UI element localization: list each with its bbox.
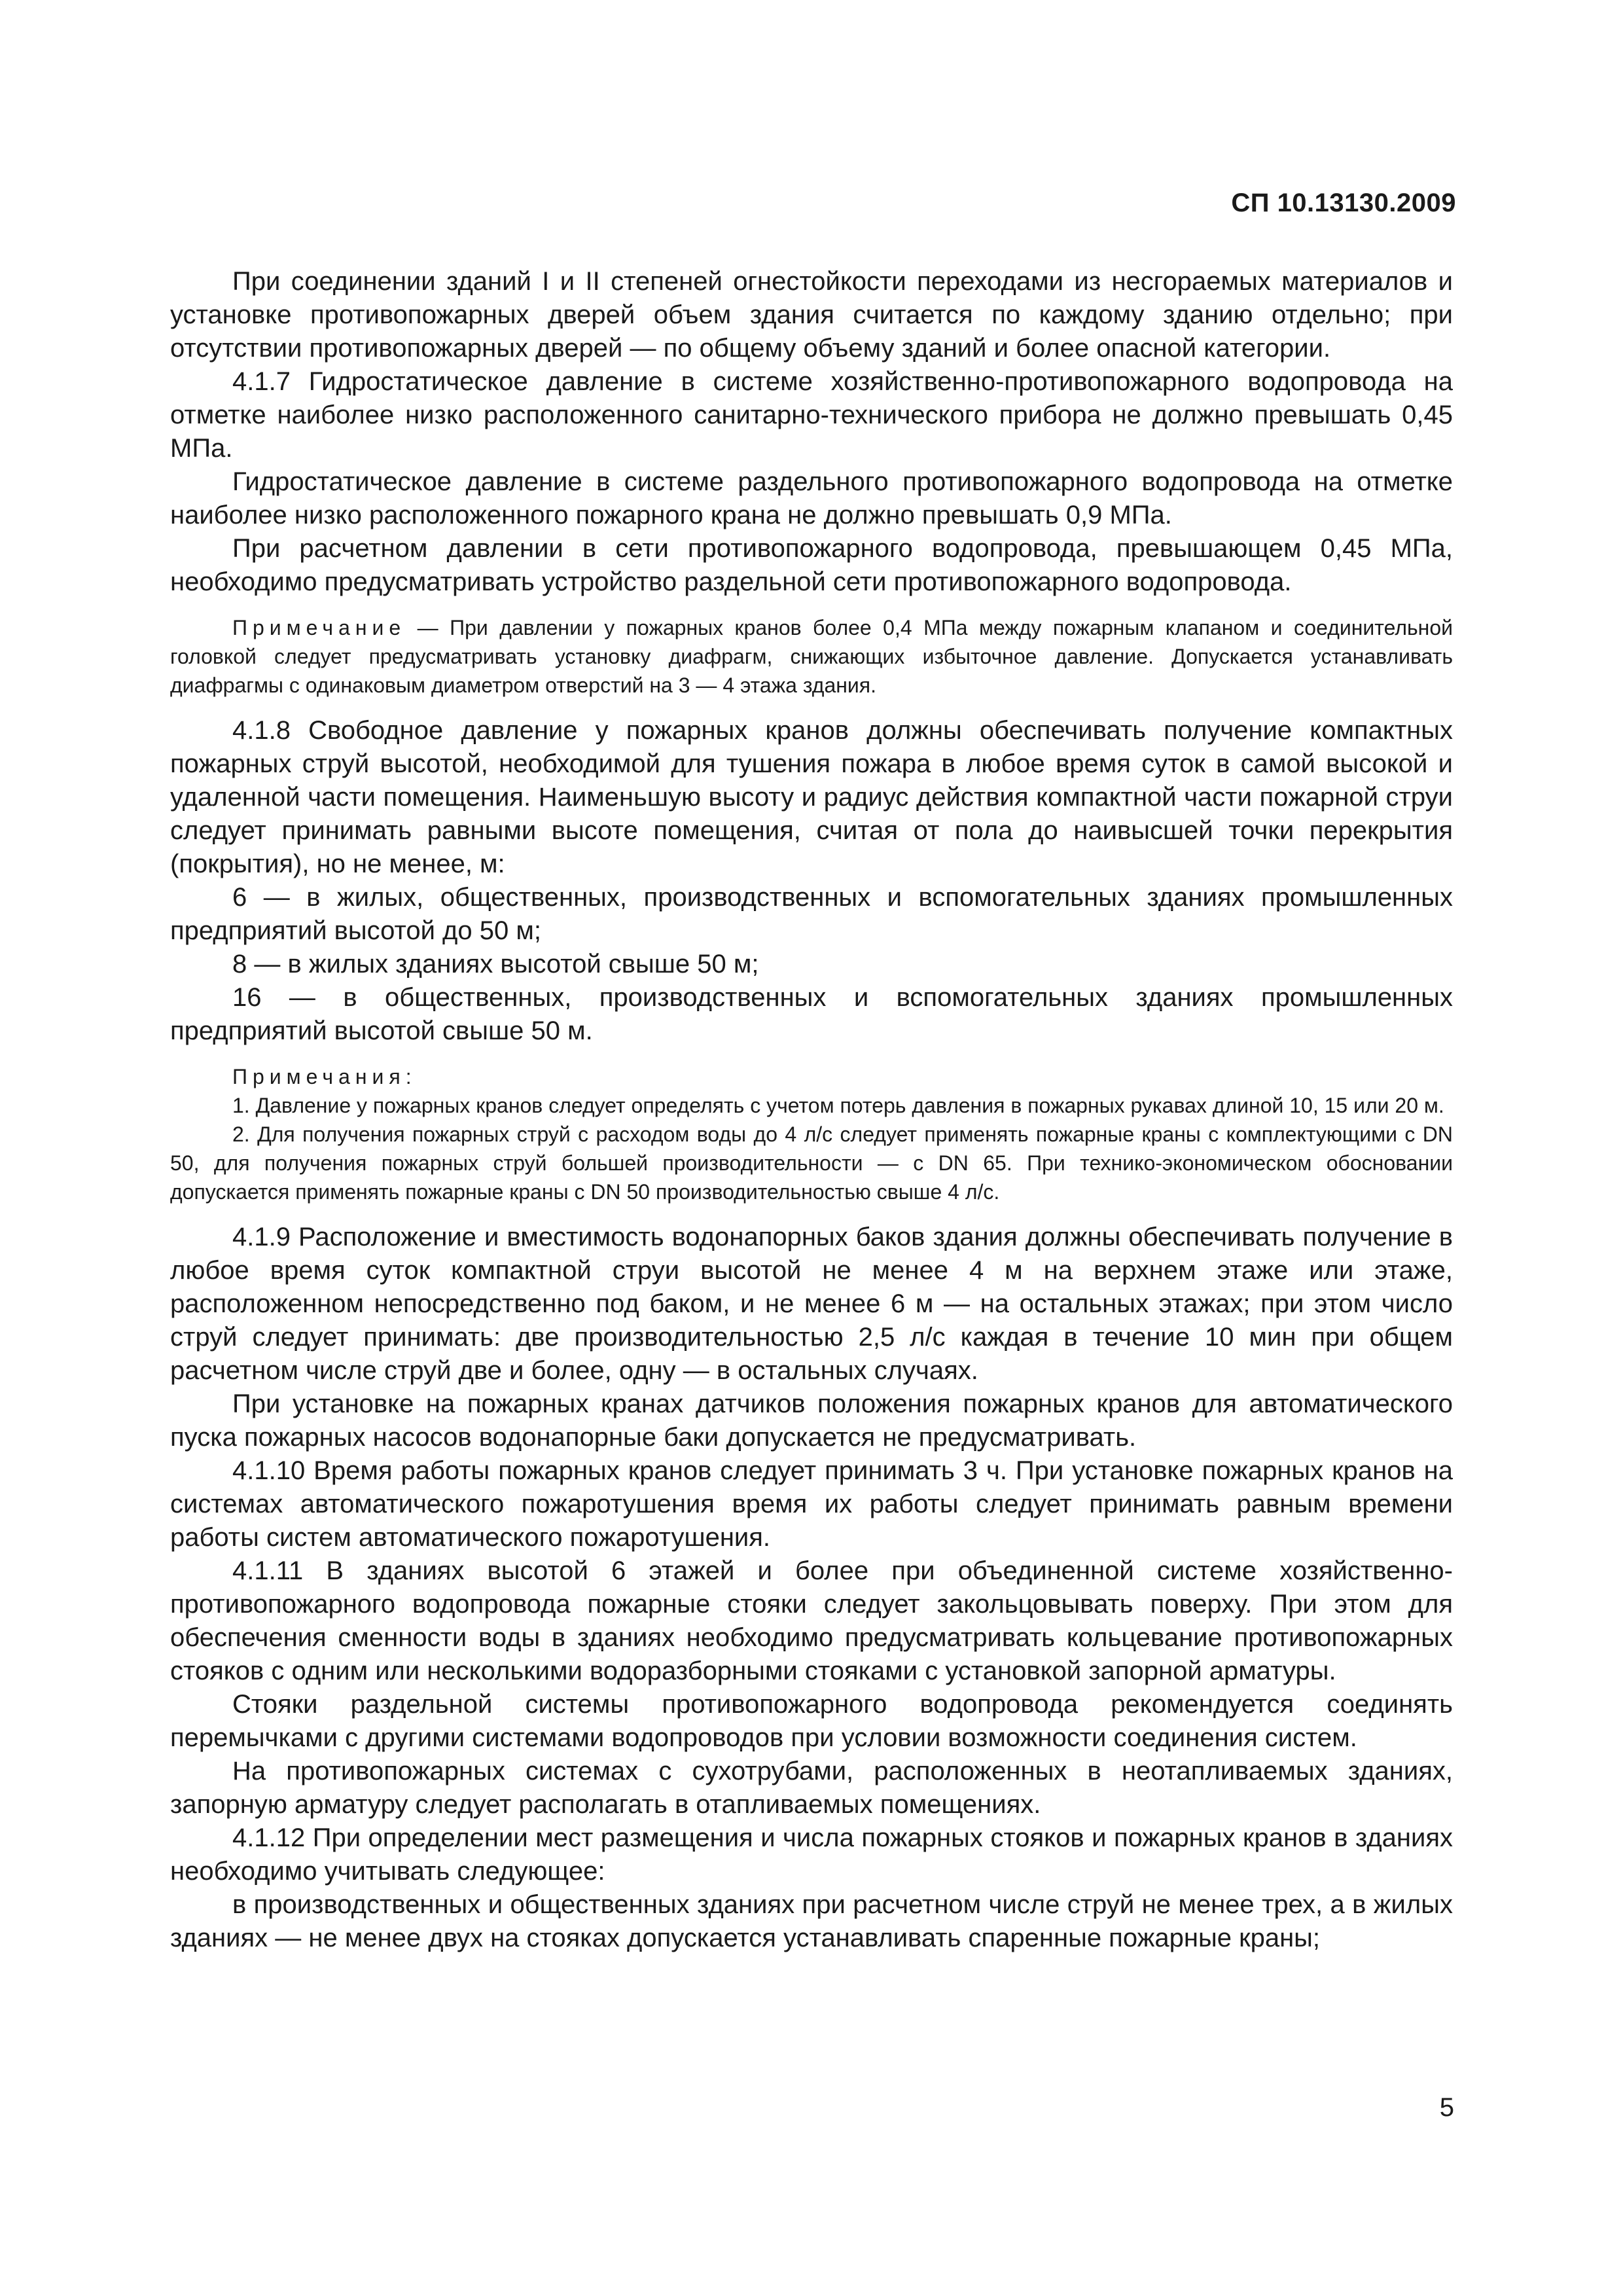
document-code: СП 10.13130.2009 (1231, 188, 1456, 217)
document-body (170, 265, 1453, 1955)
notes-block (170, 1062, 1453, 1206)
note-block (170, 613, 1453, 700)
page-number: 5 (1439, 2093, 1454, 2122)
notes-label: Примечания: (232, 1065, 417, 1088)
paragraph: Гидростатическое давление в системе раздельного противопожарного водопровода на отметке наиболее низко расположенного пожарного крана не должно превышать 0,9 МПа. (170, 467, 1453, 529)
note-label: Примечание (232, 616, 406, 639)
list-item: 16 — в общественных, производственных и вспомогательных зданиях промышленных предприятий высотой свыше 50 м. (170, 983, 1453, 1045)
paragraph: При расчетном давлении в сети противопожарного водопровода, превышающем 0,45 МПа, необходимо предусматривать устройство раздельной сети противопожарного водопровода. (170, 534, 1453, 596)
paragraph: в производственных и общественных зданиях при расчетном числе струй не менее трех, а в жилых зданиях — не менее двух на стояках допускается устанавливать спаренные пожарные краны; (170, 1890, 1453, 1952)
note-item: 1. Давление у пожарных кранов следует определять с учетом потерь давления в пожарных рукавах длиной 10, 15 или 20 м. (232, 1094, 1444, 1117)
note-item: 2. Для получения пожарных струй с расходом воды до 4 л/с следует применять пожарные краны с комплектующими с DN 50, для получения пожарных струй большей производительности — с DN 65. При технико-экономическом обосновании допускается применять пожарные краны с DN 50 производительностью свыше 4 л/с. (170, 1122, 1453, 1204)
paragraph: При установке на пожарных кранах датчиков положения пожарных кранов для автоматического пуска пожарных насосов водонапорные баки допускается не предусматривать. (170, 1390, 1453, 1452)
paragraph-4-1-7: 4.1.7 Гидростатическое давление в системе хозяйственно-противопожарного водопровода на отметке наиболее низко расположенного санитарно-технического прибора не должно превышать 0,45 МПа. (170, 367, 1453, 463)
paragraph-4-1-9: 4.1.9 Расположение и вместимость водонапорных баков здания должны обеспечивать получение в любое время суток компактной струи высотой не менее 4 м на верхнем этаже или этаже, расположенном непосредственно под баком, и не менее 6 м — на остальных этажах; при этом число струй следует принимать: две производительностью 2,5 л/с каждая в течение 10 мин при общем расчетном числе струй две и более, одну — в остальных случаях. (170, 1223, 1453, 1385)
paragraph: При соединении зданий I и II степеней огнестойкости переходами из несгораемых материалов и установке противопожарных дверей объем здания считается по каждому зданию отдельно; при отсутствии противопожарных дверей — по общему объему зданий и более опасной категории. (170, 267, 1453, 363)
paragraph-4-1-12: 4.1.12 При определении мест размещения и числа пожарных стояков и пожарных кранов в зданиях необходимо учитывать следующее: (170, 1823, 1453, 1886)
list-item: 6 — в жилых, общественных, производственных и вспомогательных зданиях промышленных предприятий высотой до 50 м; (170, 883, 1453, 945)
note-text: — При давлении у пожарных кранов более 0,4 МПа между пожарным клапаном и соединительной головкой следует предусматривать установку диафрагм, снижающих избыточное давление. Допускается устанавливать диафрагмы с одинаковым диаметром отверстий на 3 — 4 этажа здания. (170, 616, 1454, 697)
paragraph: Стояки раздельной системы противопожарного водопровода рекомендуется соединять перемычками с другими системами водопроводов при условии возможности соединения систем. (170, 1690, 1453, 1752)
paragraph-4-1-11: 4.1.11 В зданиях высотой 6 этажей и более при объединенной системе хозяйственно-противопожарного водопровода пожарные стояки следует закольцовывать поверху. При этом для обеспечения сменности воды в зданиях необходимо предусматривать кольцевание противопожарных стояков с одним или несколькими водоразборными стояками с установкой запорной арматуры. (170, 1556, 1453, 1685)
paragraph-4-1-10: 4.1.10 Время работы пожарных кранов следует принимать 3 ч. При установке пожарных кранов на системах автоматического пожаротушения время их работы следует принимать равным времени работы систем автоматического пожаротушения. (170, 1456, 1453, 1552)
list-item: 8 — в жилых зданиях высотой свыше 50 м; (232, 950, 759, 978)
note-paragraph (170, 613, 1453, 700)
paragraph: На противопожарных системах с сухотрубами, расположенных в неотапливаемых зданиях, запорную арматуру следует располагать в отапливаемых помещениях. (170, 1757, 1453, 1819)
paragraph-4-1-8: 4.1.8 Свободное давление у пожарных кранов должны обеспечивать получение компактных пожарных струй высотой, необходимой для тушения пожара в любое время суток в самой высокой и удаленной части помещения. Наименьшую высоту и радиус действия компактной части пожарной струи следует принимать равными высоте помещения, считая от пола до наивысшей точки перекрытия (покрытия), но не менее, м: (170, 716, 1453, 878)
